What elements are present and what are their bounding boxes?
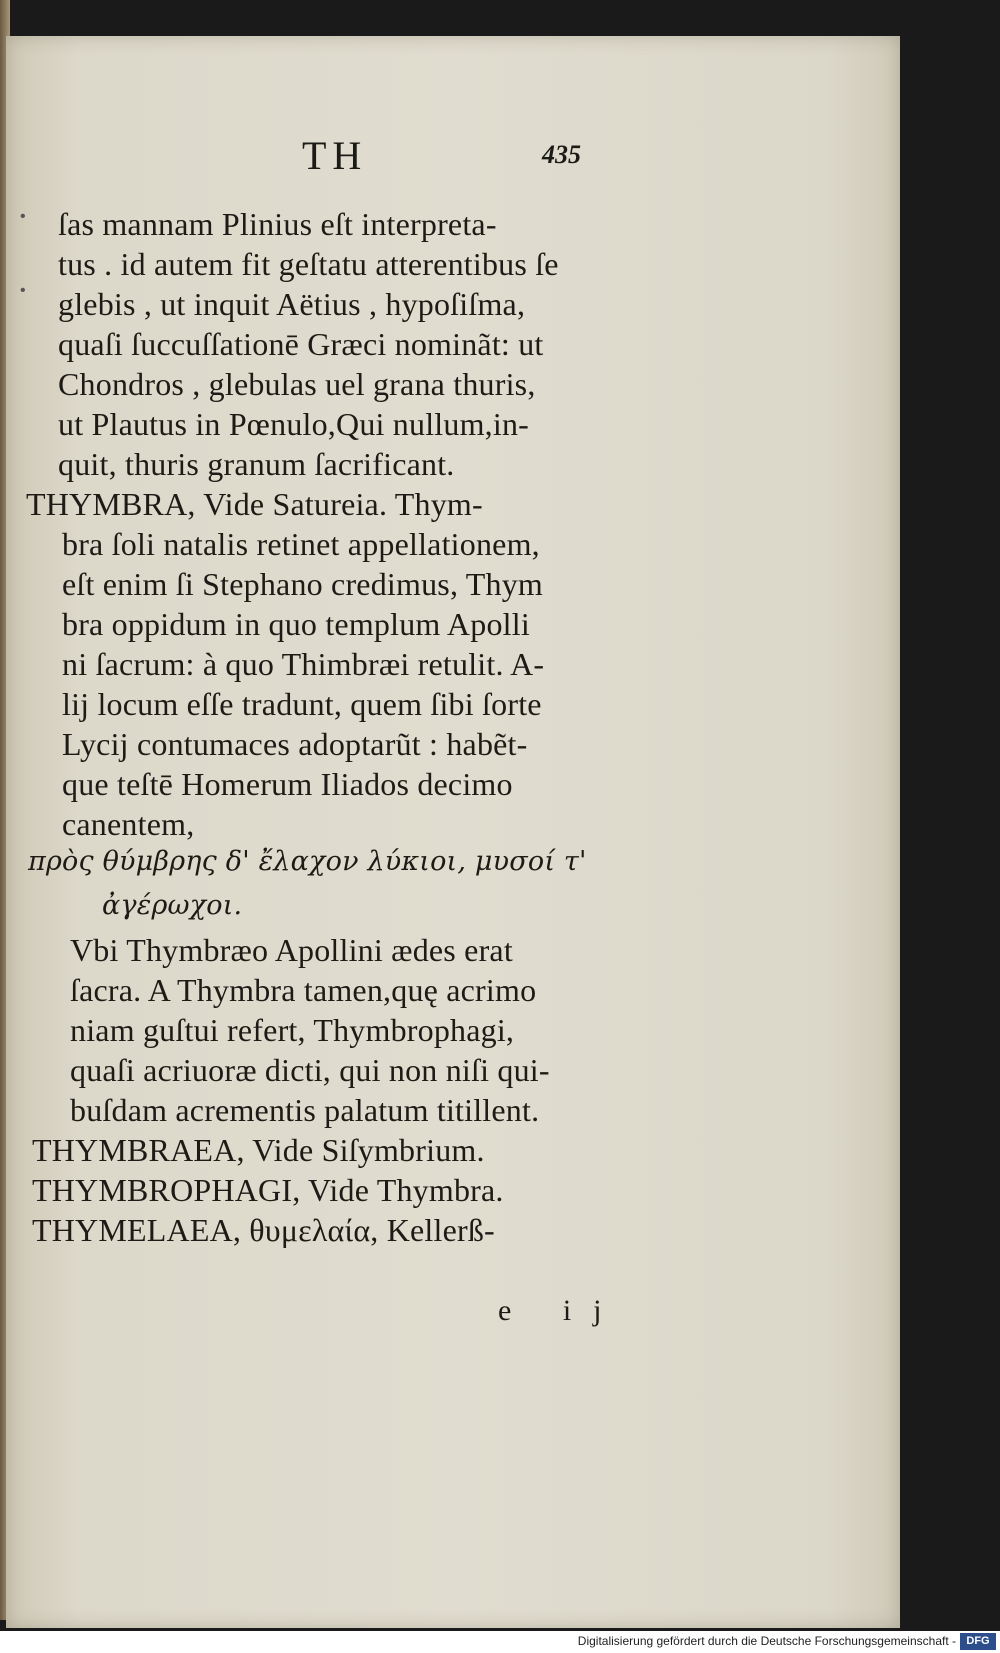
greek-quote-line: πρὸς θύμβρης δ' ἔλαχον λύκιοι, μυσοί τ' <box>28 846 587 877</box>
entry-heading-line: THYMBRA, Vide Satureia. Thym- <box>26 486 483 522</box>
text-line: quit, thuris granum ſacrificant. <box>58 446 455 482</box>
text-line: ſas mannam Plinius eſt interpreta- <box>58 206 497 242</box>
entry-heading-line: THYMBRAEA, Vide Siſymbrium. <box>32 1132 485 1168</box>
footer-bar <box>0 1631 1000 1653</box>
text-line: ſacra. A Thymbra tamen,quę acrimo <box>70 972 537 1008</box>
signature-mark: e ij <box>498 1294 624 1327</box>
greek-quote-line: ἀγέρωχοι. <box>102 890 243 921</box>
text-line: ut Plautus in Pœnulo,Qui nullum,in- <box>58 406 530 442</box>
text-line: buſdam acrementis palatum titillent. <box>70 1092 540 1128</box>
text-line: quaſi acriuoræ dicti, qui non niſi qui- <box>70 1052 550 1088</box>
dfg-logo: DFG <box>960 1633 996 1650</box>
text-line: lij locum eſſe tradunt, quem ſibi ſorte <box>62 686 542 722</box>
header-letters: TH <box>302 133 368 178</box>
book-page <box>6 36 900 1628</box>
text-line: Lycij contumaces adoptarũt : habẽt- <box>62 726 528 762</box>
text-line: niam guſtui refert, Thymbrophagi, <box>70 1012 515 1048</box>
page-number: 435 <box>542 140 581 169</box>
text-line: glebis , ut inquit Aëtius , hypoſiſma, <box>58 286 526 322</box>
funding-credit: Digitalisierung gefördert durch die Deutsche Forschungsgemeinschaft - <box>577 1634 956 1648</box>
text-line: Vbi Thymbræo Apollini ædes erat <box>70 932 513 968</box>
text-line: bra oppidum in quo templum Apolli <box>62 606 530 642</box>
text-line: eſt enim ſi Stephano credimus, Thym <box>62 566 543 602</box>
text-line: tus . id autem fit geſtatu atterentibus ſe <box>58 246 559 282</box>
running-header <box>6 132 900 182</box>
text-line: bra ſoli natalis retinet appellationem, <box>62 526 540 562</box>
entry-heading-line: THYMBROPHAGI, Vide Thymbra. <box>32 1172 504 1208</box>
margin-mark: • <box>20 282 26 299</box>
margin-mark: • <box>20 208 26 225</box>
text-line: canentem, <box>62 806 195 842</box>
entry-heading-line: THYMELAEA, θυμελαία, Kellerß- <box>32 1212 495 1248</box>
text-line: Chondros , glebulas uel grana thuris, <box>58 366 536 402</box>
text-line: que teſtē Homerum Iliados decimo <box>62 766 513 802</box>
text-line: quaſi ſuccuſſationē Græci nominãt: ut <box>58 326 544 362</box>
text-line: ni ſacrum: à quo Thimbræi retulit. A- <box>62 646 545 682</box>
